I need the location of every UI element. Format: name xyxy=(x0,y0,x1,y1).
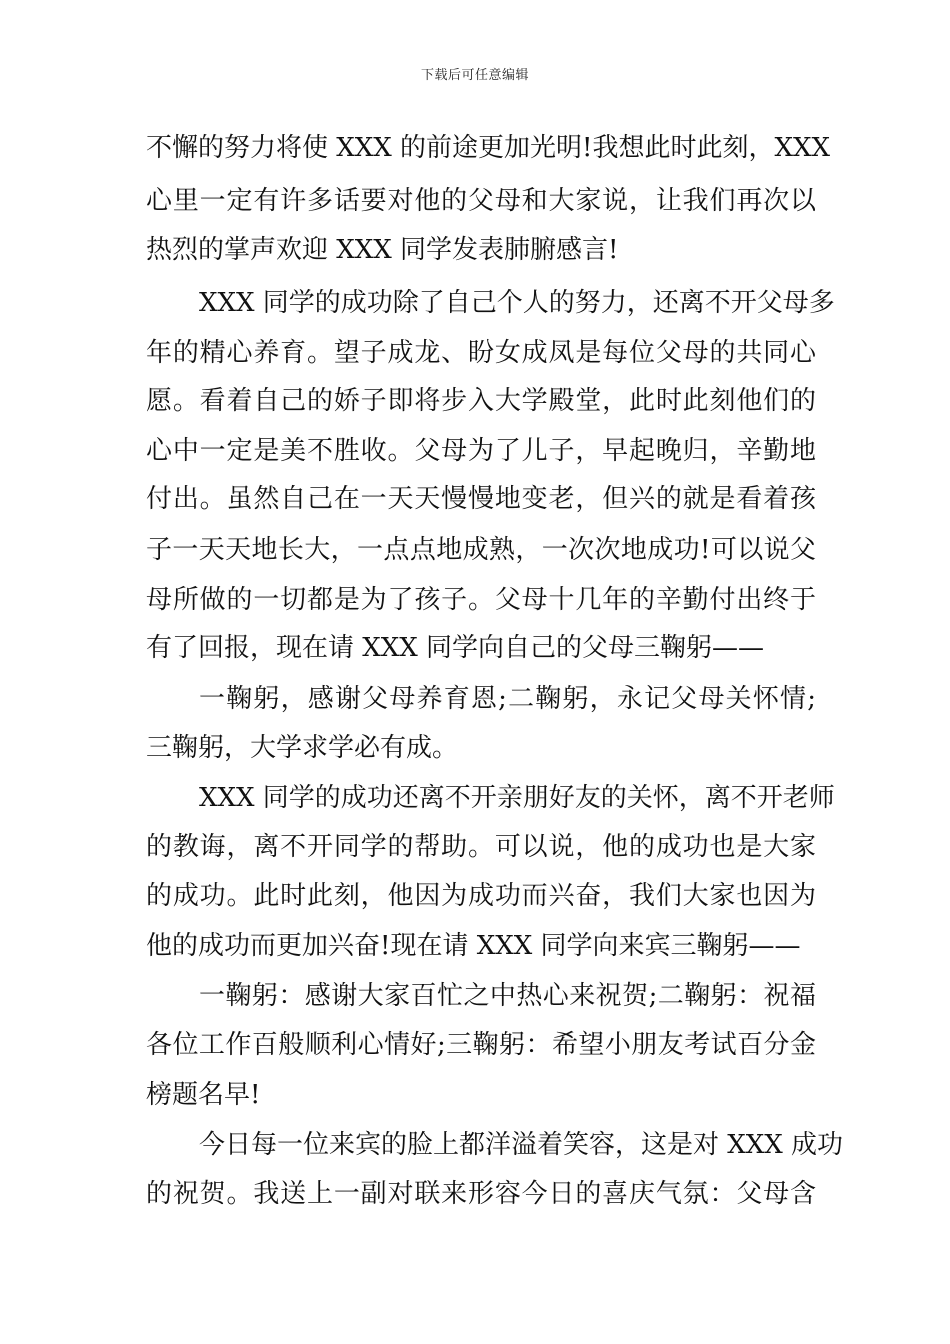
text-line: 的祝贺。我送上一副对联来形容今日的喜庆气氛：父母含 xyxy=(146,1179,816,1209)
text-line: 的成功。此时此刻，他因为成功而兴奋，我们大家也因为 xyxy=(146,881,816,911)
text-line: 热烈的掌声欢迎 XXX 同学发表肺腑感言! xyxy=(146,235,619,265)
text-line: 子一天天地长大，一点点地成熟，一次次地成功!可以说父 xyxy=(146,535,816,565)
text-line: 母所做的一切都是为了孩子。父母十几年的辛勤付出终于 xyxy=(146,585,816,615)
text-line: 榜题名早! xyxy=(146,1080,261,1110)
text-line: 的教诲，离不开同学的帮助。可以说，他的成功也是大家 xyxy=(146,832,816,862)
text-line: 一鞠躬，感谢父母养育恩;二鞠躬，永记父母关怀情; xyxy=(199,684,816,714)
text-line: 年的精心养育。望子成龙、盼女成凤是每位父母的共同心 xyxy=(146,338,816,368)
text-line: 他的成功而更加兴奋!现在请 XXX 同学向来宾三鞠躬—— xyxy=(146,931,801,961)
text-line: 不懈的努力将使 XXX 的前途更加光明!我想此时此刻，XXX xyxy=(146,133,831,163)
text-line: 心里一定有许多话要对他的父母和大家说，让我们再次以 xyxy=(146,186,816,216)
text-line: 各位工作百般顺利心情好;三鞠躬：希望小朋友考试百分金 xyxy=(146,1030,816,1060)
text-line: XXX 同学的成功除了自己个人的努力，还离不开父母多 xyxy=(199,288,835,318)
text-line: 有了回报，现在请 XXX 同学向自己的父母三鞠躬—— xyxy=(146,633,765,663)
text-line: 付出。虽然自己在一天天慢慢地变老，但兴的就是看着孩 xyxy=(146,484,816,514)
text-line: 心中一定是美不胜收。父母为了儿子，早起晚归，辛勤地 xyxy=(146,436,816,466)
text-line: 三鞠躬，大学求学必有成。 xyxy=(146,733,459,763)
text-line: 今日每一位来宾的脸上都洋溢着笑容，这是对 XXX 成功 xyxy=(199,1130,844,1160)
text-line: XXX 同学的成功还离不开亲朋好友的关怀，离不开老师 xyxy=(199,783,835,813)
text-line: 愿。看着自己的娇子即将步入大学殿堂，此时此刻他们的 xyxy=(146,386,816,416)
text-line: 一鞠躬：感谢大家百忙之中热心来祝贺;二鞠躬：祝福 xyxy=(199,981,816,1011)
page-header: 下载后可任意编辑 xyxy=(420,68,529,83)
